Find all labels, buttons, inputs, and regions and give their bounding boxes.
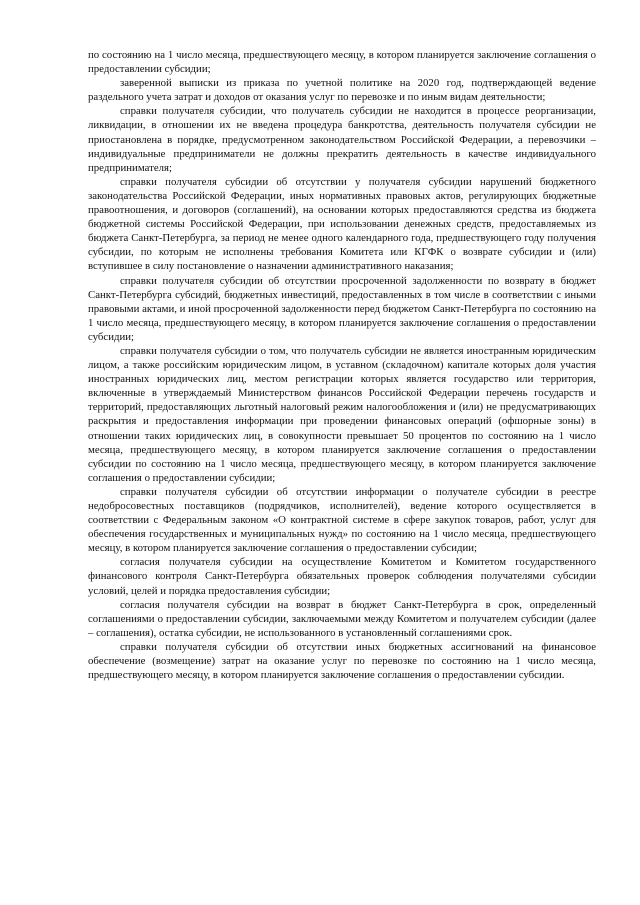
paragraph-no-overdue-debt: справки получателя субсидии об отсутствии просроченной задолженности по возврату в бюджет Санкт-Петербурга субсидий, бюджетных инвестиций, предоставленных в том числе в соответствии с иными правовыми актами, и иной просроченной задолженности перед бюджетом Санкт-Петербурга по состоянию на 1 число месяца, предшествующего месяцу, в котором планируется заключение соглашения о предоставлении субсидии; (88, 274, 596, 343)
paragraph-not-foreign-entity: справки получателя субсидии о том, что получатель субсидии не является иностранным юридическим лицом, а также российским юридическим лицом, в уставном (складочном) капитале которых доля участия иностранных юридических лиц, местом регистрации которых является государство или территория, включенные в утверждаемый Министерством финансов Российской Федерации перечень государств и территорий, предоставляющих льготный налоговый режим налогообложения и (или) не предусматривающих раскрытия и предоставления информации при проведении финансовых операций (офшорные зоны) в отношении таких юридических лиц, в совокупности превышает 50 процентов по состоянию на 1 число месяца, предшествующего месяцу, в котором планируется заключение соглашения о предоставлении субсидии по состоянию на 1 число месяца, предшествующего месяцу, в котором планируется заключение соглашения о предоставлении субсидии; (88, 344, 596, 484)
paragraph-no-budget-violations: справки получателя субсидии об отсутствии у получателя субсидии нарушений бюджетного законодательства Российской Федерации, иных нормативных правовых актов, регулирующих бюджетные правоотношения, и договоров (соглашений), на основании которых предоставляются средства из бюджета бюджетной системы Российской Федерации, при использовании денежных средств, предоставляемых из бюджета Санкт-Петербурга, за период не менее одного календарного года, предшествующего году получения субсидии, по которым не исполнены требования Комитета или КГФК о возврате субсидии и (или) вступившее в силу постановление о назначении административного наказания; (88, 175, 596, 273)
paragraph-unfair-suppliers-registry: справки получателя субсидии об отсутствии информации о получателе субсидии в реестре недобросовестных поставщиков (подрядчиков, исполнителей), ведение которого осуществляется в соответствии с Федеральным законом «О контрактной системе в сфере закупок товаров, работ, услуг для обеспечения государственных и муниципальных нужд» по состоянию на 1 число месяца, предшествующего месяцу, в котором планируется заключение соглашения о предоставлении субсидии; (88, 485, 596, 555)
paragraph-consent-refund: согласия получателя субсидии на возврат в бюджет Санкт-Петербурга в срок, определенный соглашениями о предоставлении субсидии, заключаемыми между Комитетом и получателем субсидии (далее – соглашения), остатка субсидии, не использованного в установленный соглашениями срок. (88, 598, 596, 639)
paragraph-no-reorganization: справки получателя субсидии, что получатель субсидии не находится в процессе реорганизации, ликвидации, в отношении их не введена процедура банкротства, деятельность получателя субсидии не приостановлена в порядке, предусмотренном законодательством Российской Федерации, а перевозчики – индивидуальные предприниматели не должны прекратить деятельность в качестве индивидуального предпринимателя; (88, 105, 596, 174)
paragraph-consent-inspections: согласия получателя субсидии на осуществление Комитетом и Комитетом государственного финансового контроля Санкт-Петербурга обязательных проверок соблюдения получателями субсидии условий, целей и порядка предоставления субсидии; (88, 556, 596, 597)
paragraph-accounting-policy-extract: заверенной выписки из приказа по учетной политике на 2020 год, подтверждающей ведение раздельного учета затрат и доходов от оказания услуг по перевозке и по иным видам деятельности; (88, 77, 596, 104)
paragraph-continuation: по состоянию на 1 число месяца, предшествующего месяцу, в котором планируется заключение соглашения о предоставлении субсидии; (88, 49, 596, 76)
paragraph-no-other-allocations: справки получателя субсидии об отсутствии иных бюджетных ассигнований на финансовое обеспечение (возмещение) затрат на оказание услуг по перевозке по состоянию на 1 число месяца, предшествующего месяцу, в котором планируется заключение соглашения о предоставлении субсидии. (88, 640, 596, 682)
